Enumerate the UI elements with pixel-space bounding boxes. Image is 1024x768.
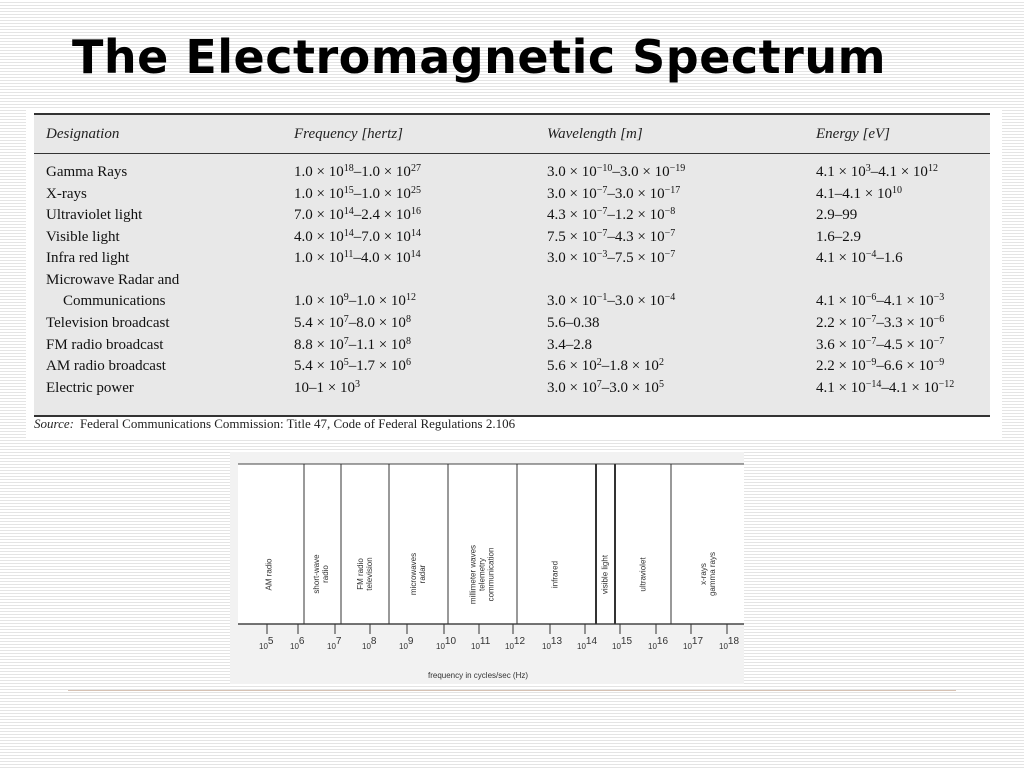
cell-energy: 2.9–99: [816, 207, 858, 223]
band-label: FM radio television: [356, 557, 374, 591]
axis-caption: frequency in cycles/sec (Hz): [428, 671, 529, 680]
tick-label: $10^{15}$: [612, 636, 633, 651]
tick-label: $10^6$: [290, 636, 305, 651]
cell-designation: Visible light: [46, 229, 120, 245]
source-text: Federal Communications Commission: Title 47, Code of Federal Regulations 2.106: [79, 416, 516, 431]
table-row: [34, 207, 990, 228]
tick-label: $10^{16}$: [648, 636, 669, 651]
cell-wavelength: 5.6–0.38: [547, 315, 600, 331]
cell-designation: AM radio broadcast: [46, 358, 166, 374]
band-label: short-wave radio: [312, 554, 330, 594]
table-source-note: [34, 416, 515, 432]
slide-title: The Electromagnetic Spectrum: [72, 30, 887, 84]
table-header-row: [34, 115, 990, 154]
cell-energy: $4.1 \times 10^{-6}-4.1 \times 10^{-3}$: [816, 292, 945, 309]
table-row: [34, 337, 990, 358]
cell-energy: $3.6 \times 10^{-7}-4.5 \times 10^{-7}$: [816, 336, 945, 353]
cell-designation: Communications: [63, 293, 166, 309]
header-designation: Designation: [46, 126, 120, 142]
tick-label: $10^{17}$: [683, 636, 704, 651]
header-energy: Energy [eV]: [816, 126, 891, 142]
tick-label: $10^7$: [327, 636, 342, 651]
cell-wavelength: $5.6 \times 10^2-1.8 \times 10^2$: [547, 357, 664, 374]
spectrum-table-figure: [26, 108, 1002, 438]
band-label: ultraviolet: [638, 556, 648, 592]
cell-energy: $2.2 \times 10^{-7}-3.3 \times 10^{-6}$: [816, 314, 945, 331]
cell-frequency: $1.0 \times 10^{15}-1.0 \times 10^{25}$: [294, 185, 421, 202]
table-row: [34, 358, 990, 379]
cell-designation: Microwave Radar and: [46, 272, 180, 288]
cell-wavelength: $3.0 \times 10^{-3}-7.5 \times 10^{-7}$: [547, 249, 676, 266]
band-label: infrared: [550, 560, 560, 588]
source-label: Source:: [34, 416, 74, 431]
cell-energy: $4.1 \times 10^{-14}-4.1 \times 10^{-12}$: [816, 379, 955, 396]
cell-designation: Television broadcast: [46, 315, 170, 331]
band-label: visible light: [600, 554, 610, 594]
cell-frequency: $4.0 \times 10^{14}-7.0 \times 10^{14}$: [294, 228, 421, 245]
table-row: [34, 272, 990, 293]
cell-frequency: $5.4 \times 10^5-1.7 \times 10^6$: [294, 357, 411, 374]
tick-label: $10^{12}$: [505, 636, 526, 651]
header-wavelength: Wavelength [m]: [547, 126, 643, 142]
table-row: [34, 315, 990, 336]
spectrum-diagram: [230, 452, 744, 684]
table-row: [34, 164, 990, 185]
cell-energy: $4.1 \times 10^{-4}-1.6$: [816, 249, 903, 266]
cell-wavelength: $4.3 \times 10^{-7}-1.2 \times 10^{-8}$: [547, 206, 676, 223]
cell-energy: $4.1 \times 10^3-4.1 \times 10^{12}$: [816, 163, 938, 180]
header-frequency: Frequency [hertz]: [294, 126, 403, 142]
table-row: [34, 229, 990, 250]
tick-label: $10^{11}$: [471, 636, 491, 651]
cell-frequency: $1.0 \times 10^{11}-4.0 \times 10^{14}$: [294, 249, 421, 266]
band-label: x-rays gamma rays: [699, 552, 717, 597]
cell-designation: X-rays: [46, 186, 87, 202]
cell-designation: FM radio broadcast: [46, 337, 164, 353]
cell-frequency: $1.0 \times 10^{18}-1.0 \times 10^{27}$: [294, 163, 421, 180]
cell-wavelength: 3.4–2.8: [547, 337, 592, 353]
table-row: [34, 186, 990, 207]
cell-wavelength: $3.0 \times 10^{-10}-3.0 \times 10^{-19}$: [547, 163, 686, 180]
cell-designation: Gamma Rays: [46, 164, 128, 180]
cell-wavelength: $7.5 \times 10^{-7}-4.3 \times 10^{-7}$: [547, 228, 676, 245]
tick-label: $10^{14}$: [577, 636, 598, 651]
cell-frequency: $1.0 \times 10^9-1.0 \times 10^{12}$: [294, 292, 416, 309]
tick-label: $10^8$: [362, 636, 377, 651]
tick-label: $10^{18}$: [719, 636, 740, 651]
cell-frequency: $8.8 \times 10^7-1.1 \times 10^8$: [294, 336, 411, 353]
tick-label: $10^5$: [259, 636, 274, 651]
band-label: microwaves radar: [409, 552, 427, 596]
band-label: millimeter waves telemetry communication: [468, 544, 496, 604]
cell-frequency: $10-1 \times 10^3$: [294, 379, 360, 396]
spectrum-table: [34, 113, 990, 417]
cell-wavelength: $3.0 \times 10^7-3.0 \times 10^5$: [547, 379, 664, 396]
cell-frequency: $5.4 \times 10^7-8.0 \times 10^8$: [294, 314, 411, 331]
table-row: [34, 380, 990, 401]
band-label: AM radio: [264, 558, 274, 591]
cell-wavelength: $3.0 \times 10^{-1}-3.0 \times 10^{-4}$: [547, 292, 676, 309]
footer-divider: [68, 690, 956, 691]
tick-label: $10^9$: [399, 636, 414, 651]
cell-energy: $2.2 \times 10^{-9}-6.6 \times 10^{-9}$: [816, 357, 945, 374]
tick-label: $10^{10}$: [436, 636, 457, 651]
cell-designation: Electric power: [46, 380, 134, 396]
cell-designation: Ultraviolet light: [46, 207, 143, 223]
cell-wavelength: $3.0 \times 10^{-7}-3.0 \times 10^{-17}$: [547, 185, 681, 202]
table-row: [34, 250, 990, 271]
cell-energy: 1.6–2.9: [816, 229, 861, 245]
cell-energy: $4.1-4.1 \times 10^{10}$: [816, 185, 902, 202]
table-row: [34, 293, 990, 314]
cell-designation: Infra red light: [46, 250, 130, 266]
cell-frequency: $7.0 \times 10^{14}-2.4 \times 10^{16}$: [294, 206, 421, 223]
tick-label: $10^{13}$: [542, 636, 563, 651]
